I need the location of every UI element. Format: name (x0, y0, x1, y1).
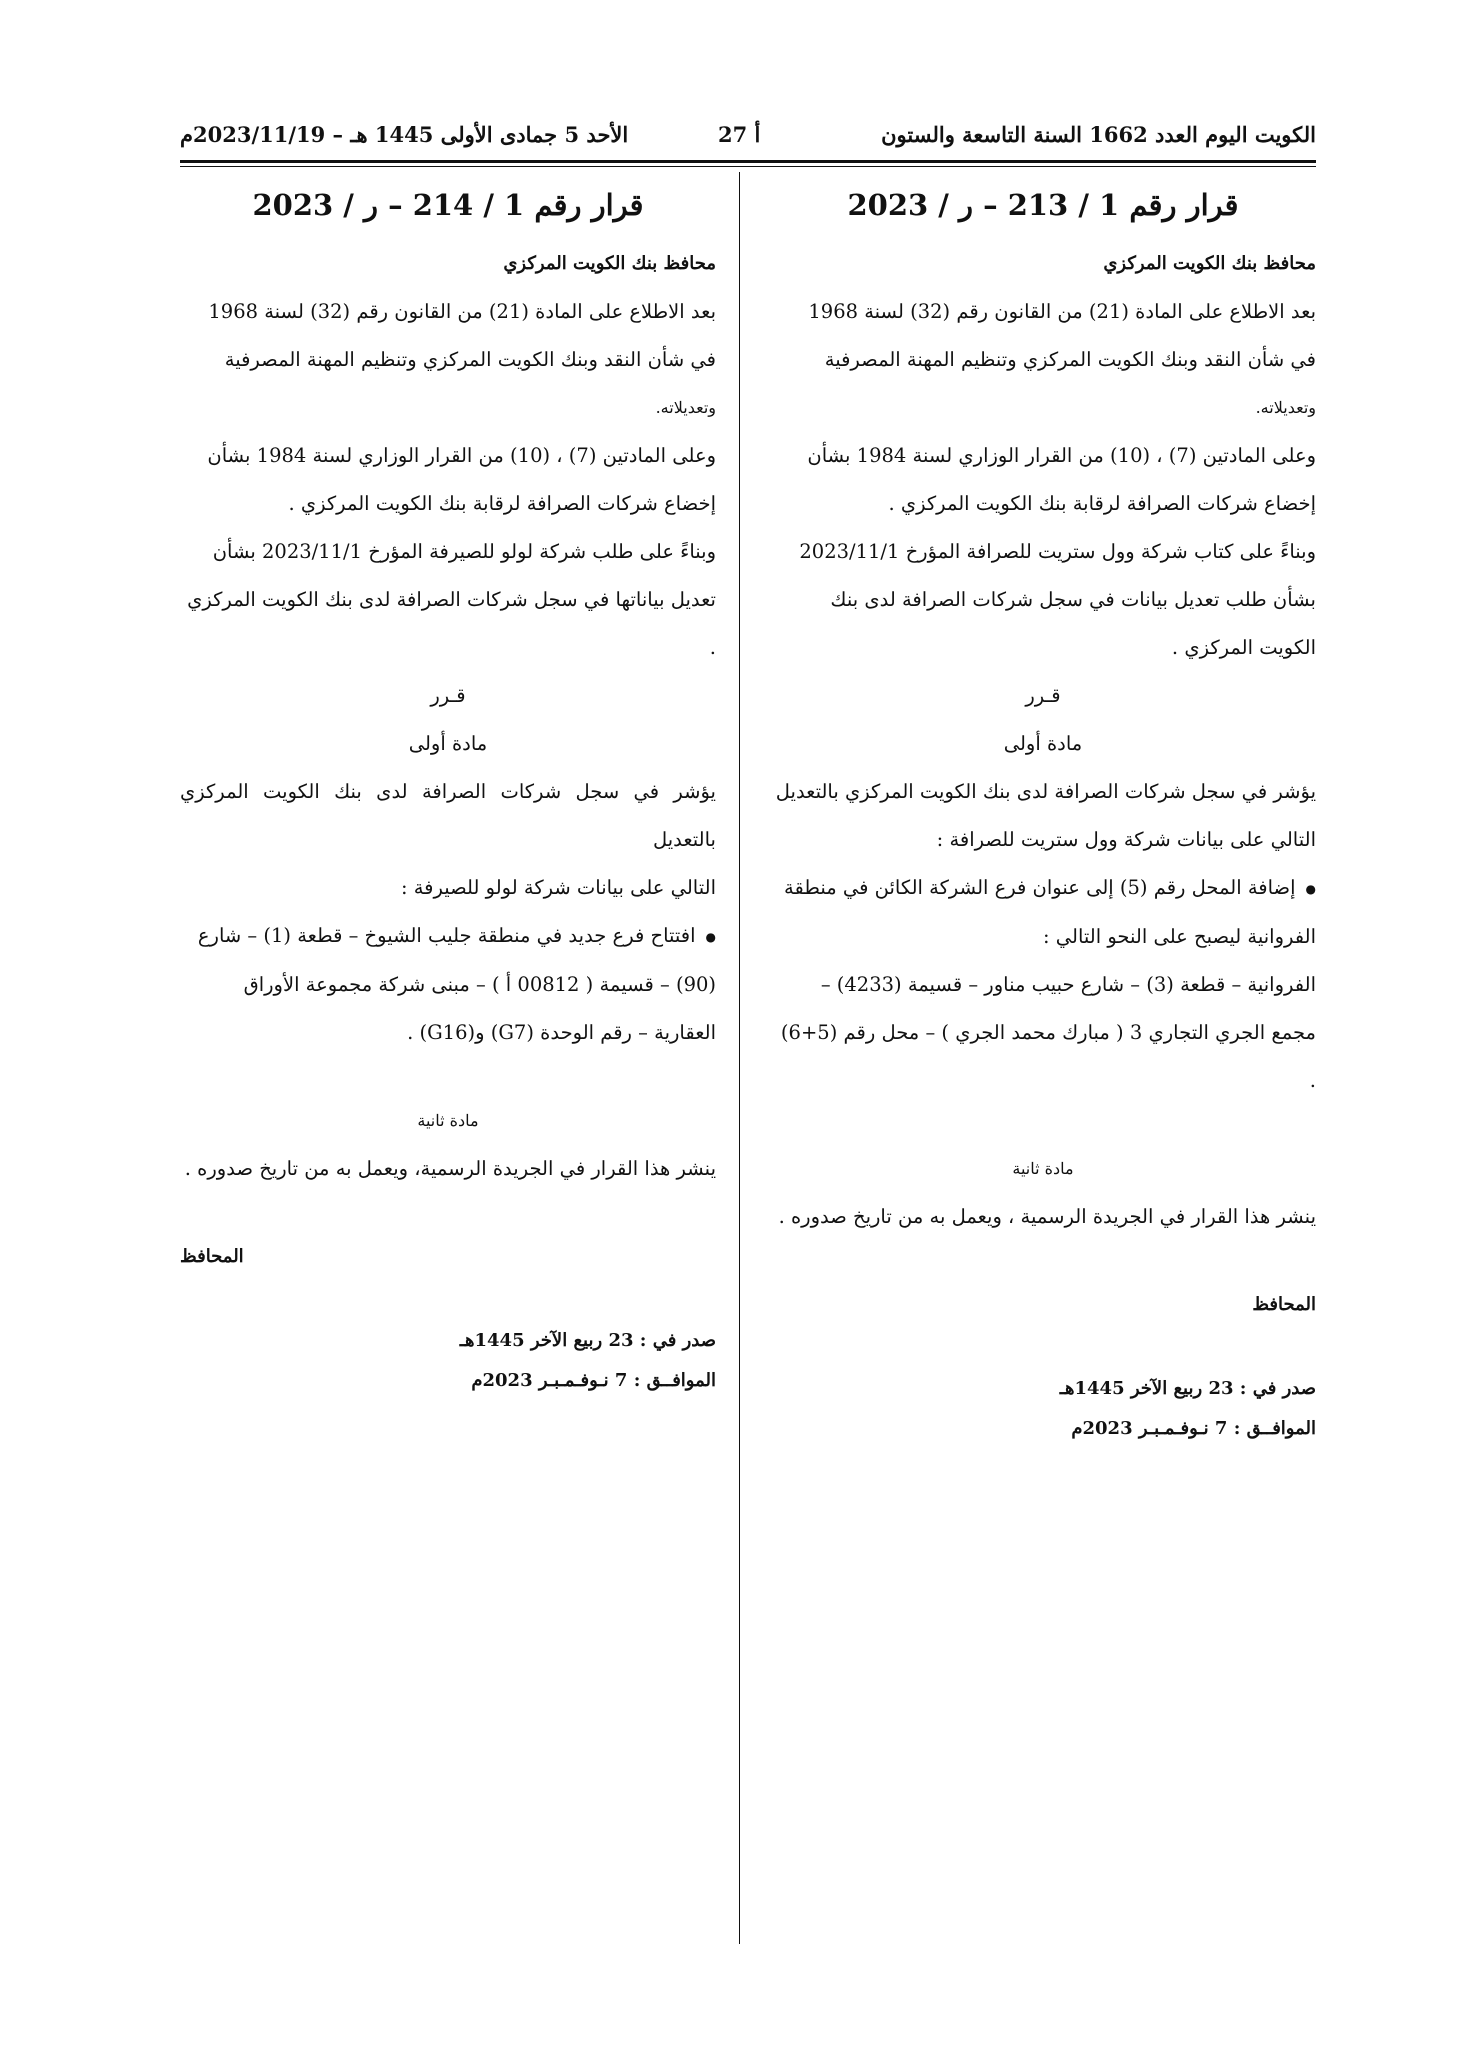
spacer (770, 1105, 1316, 1145)
preamble-line: وتعديلاته. (1255, 398, 1316, 417)
issue-date-block (180, 1321, 716, 1401)
bullet-item: ● افتتاح فرع جديد في منطقة جليب الشيوخ – قطعة (1) – شارع (180, 912, 716, 961)
header-issue-info: الكويت اليوم العدد 1662 السنة التاسعة والستون (881, 122, 1316, 147)
issued-date: صدر في : 23 ربيع الآخر 1445هـ (1059, 1377, 1316, 1399)
header-date: الأحد 5 جمادى الأولى 1445 هـ – 2023/11/19م (180, 122, 629, 147)
decree-214-column (180, 170, 716, 1401)
decree-213-column (770, 170, 1316, 1449)
preamble-line: بعد الاطلاع على المادة (21) من القانون رقم (32) لسنة 1968 (208, 300, 716, 323)
preamble-line: وتعديلاته. (655, 398, 716, 417)
bullet-continuation: العقارية – رقم الوحدة (G7) و(G16) . (407, 1020, 716, 1044)
signatory: المحافظ (1252, 1293, 1316, 1315)
spacer (180, 1281, 716, 1321)
issued-date: صدر في : 23 ربيع الآخر 1445هـ (459, 1329, 716, 1351)
decree-title: قرار رقم 1 / 213 – ر / 2023 (847, 188, 1239, 222)
header-page-number: أ 27 (718, 122, 761, 147)
spacer (180, 1057, 716, 1097)
header-rule-thin (180, 166, 1316, 167)
preamble-line: تعديل بياناتها في سجل شركات الصرافة لدى بنك الكويت المركزي . (187, 588, 716, 659)
preamble-line: وعلى المادتين (7) ، (10) من القرار الوزاري لسنة 1984 بشأن (807, 444, 1316, 467)
decided-heading: قـرر (1025, 684, 1061, 707)
article-text: ينشر هذا القرار في الجريدة الرسمية، ويعمل به من تاريخ صدوره . (184, 1156, 716, 1180)
spacer (180, 1193, 716, 1233)
preamble-line: وبناءً على كتاب شركة وول ستريت للصرافة المؤرخ 2023/11/1 (799, 540, 1316, 563)
spacer (770, 1241, 1316, 1281)
article-text: التالي على بيانات شركة لولو للصيرفة : (400, 876, 716, 899)
article-heading: مادة أولى (1003, 732, 1083, 755)
preamble-line: بشأن طلب تعديل بيانات في سجل شركات الصرافة لدى بنك (830, 588, 1316, 611)
bullet-continuation: الفروانية ليصبح على النحو التالي : (1043, 924, 1316, 948)
signatory: المحافظ (180, 1245, 244, 1267)
address-line: الفروانية – قطعة (3) – شارع حبيب مناور – قسيمة (4233) – (820, 972, 1316, 996)
preamble-line: وبناءً على طلب شركة لولو للصيرفة المؤرخ 2023/11/1 بشأن (212, 540, 716, 563)
decree-issuer: محافظ بنك الكويت المركزي (1103, 253, 1316, 274)
decided-heading: قـرر (430, 684, 466, 707)
address-line: مجمع الجري التجاري 3 ( مبارك محمد الجري ) – محل رقم (5+6) . (780, 1020, 1316, 1092)
corresponding-date: الموافــق : 7 نـوفـمـبـر 2023م (1071, 1417, 1316, 1439)
preamble-line: في شأن النقد وبنك الكويت المركزي وتنظيم المهنة المصرفية (224, 348, 716, 371)
decree-title: قرار رقم 1 / 214 – ر / 2023 (252, 188, 644, 222)
decree-issuer: محافظ بنك الكويت المركزي (503, 253, 716, 274)
preamble-line: في شأن النقد وبنك الكويت المركزي وتنظيم المهنة المصرفية (824, 348, 1316, 371)
preamble-line: إخضاع شركات الصرافة لرقابة بنك الكويت المركزي . (888, 492, 1316, 515)
article-text: التالي على بيانات شركة وول ستريت للصرافة : (936, 828, 1316, 851)
bullet-continuation: (90) – قسيمة ( 00812 أ ) – مبنى شركة مجموعة الأوراق (243, 972, 716, 996)
column-divider (739, 172, 740, 1944)
preamble-line: الكويت المركزي . (1171, 636, 1316, 659)
running-header (180, 118, 1316, 158)
bullet-item: ● إضافة المحل رقم (5) إلى عنوان فرع الشركة الكائن في منطقة (770, 864, 1316, 913)
preamble-line: إخضاع شركات الصرافة لرقابة بنك الكويت المركزي . (288, 492, 716, 515)
article-heading: مادة ثانية (417, 1110, 479, 1130)
header-rule-thick (180, 160, 1316, 163)
corresponding-date: الموافــق : 7 نـوفـمـبـر 2023م (471, 1369, 716, 1391)
article-text: يؤشر في سجل شركات الصرافة لدى بنك الكويت المركزي بالتعديل (180, 780, 716, 851)
article-text: ينشر هذا القرار في الجريدة الرسمية ، ويعمل به من تاريخ صدوره . (778, 1204, 1316, 1228)
preamble-line: بعد الاطلاع على المادة (21) من القانون رقم (32) لسنة 1968 (808, 300, 1316, 323)
article-text: يؤشر في سجل شركات الصرافة لدى بنك الكويت المركزي بالتعديل (775, 780, 1316, 803)
article-heading: مادة ثانية (1012, 1158, 1074, 1178)
spacer (770, 1329, 1316, 1369)
preamble-line: وعلى المادتين (7) ، (10) من القرار الوزاري لسنة 1984 بشأن (207, 444, 716, 467)
issue-date-block (770, 1369, 1316, 1449)
article-heading: مادة أولى (408, 732, 488, 755)
